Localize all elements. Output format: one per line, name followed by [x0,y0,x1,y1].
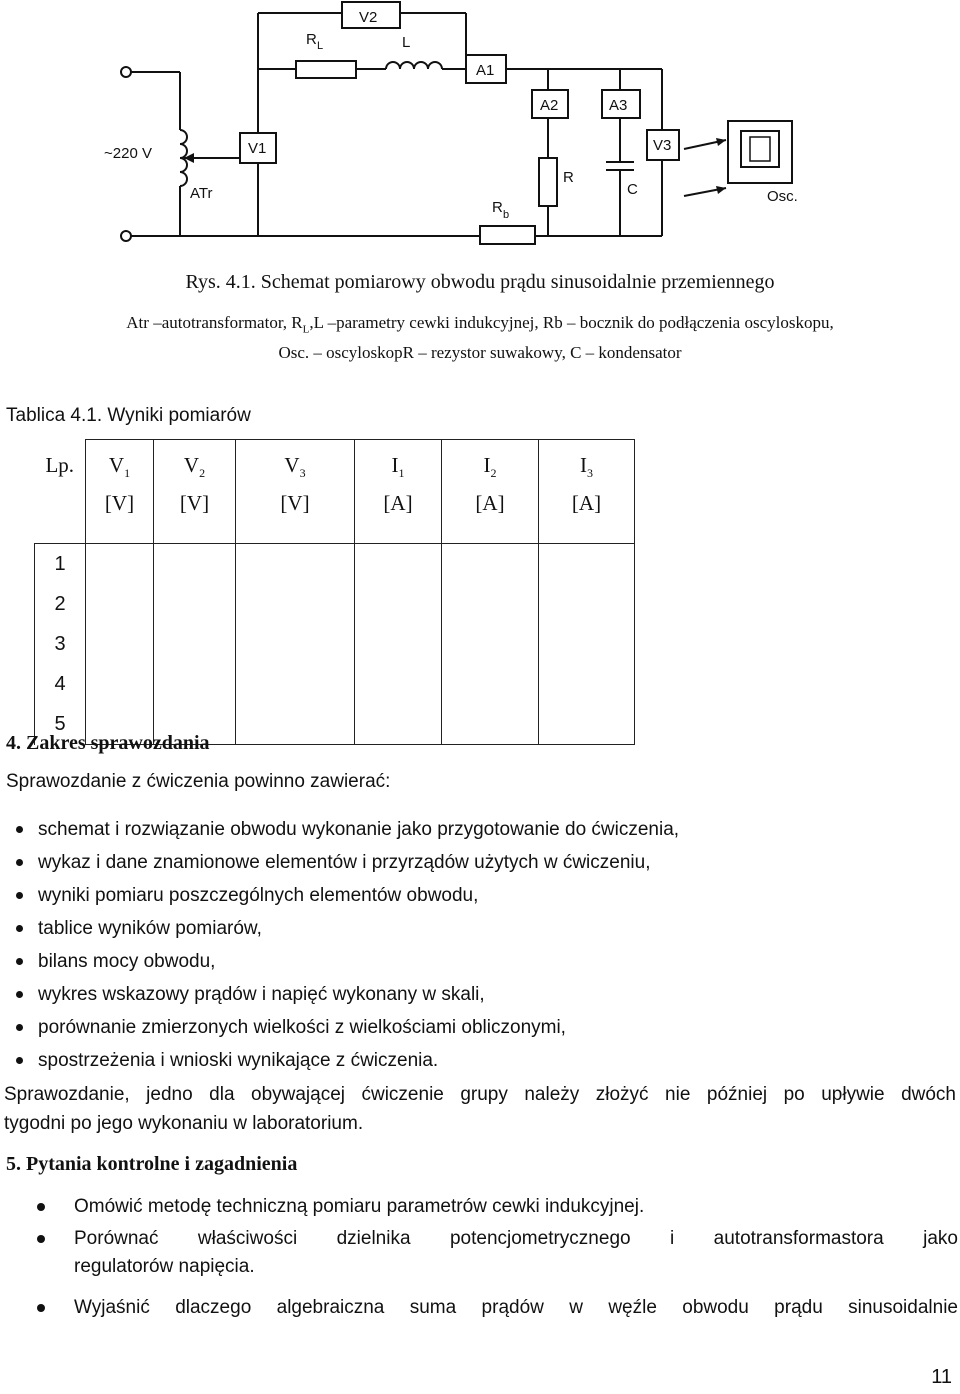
section4-heading: 4. Zakres sprawozdania [6,732,210,754]
list-item [34,1193,958,1221]
header-v3-sym: V [284,453,300,477]
header-i1-unit: [A] [383,491,413,516]
header-lp-text: Lp. [45,452,75,477]
closing-line-2: tygodni po jego wykonaniu w laboratorium. [4,1113,364,1134]
header-v1-sub: 1 [124,466,131,481]
list-item-text: bilans mocy obwodu, [38,951,216,972]
bullet-icon [37,1203,45,1211]
list-item-text: spostrzeżenia i wnioski wynikające z ćwiczenia. [38,1050,439,1071]
list-item-text: wykaz i dane znamionowe elementów i przyrządów użytych w ćwiczeniu, [38,852,651,873]
header-v3 [236,440,355,544]
row-number: 5 [35,704,86,745]
bullet-icon [16,859,23,866]
label-atr: ATr [190,185,213,202]
list-item [16,1046,679,1079]
table-cell [86,584,154,624]
header-i2 [442,440,539,544]
question-text: Omówić metodę techniczną pomiaru parametrów cewki indukcyjnej. [74,1196,645,1217]
table-cell [539,704,635,745]
terminal-top [121,67,131,77]
section4-closing [4,1080,956,1138]
header-i3-sym: I [580,453,587,477]
bullet-icon [16,925,23,932]
header-i3 [539,440,635,544]
label-v1: V1 [248,140,267,157]
table-cell [154,664,236,704]
row-number: 4 [35,664,86,704]
list-item [16,815,679,848]
table-row [35,624,635,664]
legend-line-2: Osc. – oscyloskopR – rezystor suwakowy, C – kondensator [278,343,682,363]
legend-text-a: Atr –autotransformator, R [126,313,303,332]
table-cell [355,584,442,624]
label-l: L [402,34,411,51]
legend-line-1 [0,311,960,341]
header-i1-sub: 1 [398,466,405,481]
table-cell [442,584,539,624]
table-cell [236,704,355,745]
page-number: 11 [931,1366,952,1388]
resistor-rl [296,61,356,78]
list-item [16,881,679,914]
table-cell [355,544,442,585]
list-item [34,1225,958,1281]
closing-line-1: Sprawozdanie, jedno dla obywającej ćwiczenie grupy należy złożyć nie później po upływie dwóch [4,1084,956,1105]
table-cell [236,624,355,664]
label-v3: V3 [653,137,672,154]
label-a3: A3 [609,97,628,114]
header-i1-sym: I [391,453,399,477]
legend-sub: L [302,323,310,336]
figure-legend [0,311,960,364]
label-osc: Osc. [767,188,798,205]
circuit-diagram [0,0,960,250]
label-rl: R [306,31,317,48]
question-text-line-2: regulatorów napięcia. [74,1256,255,1277]
table-row [35,584,635,624]
table-header-row [35,440,635,544]
table-title: Tablica 4.1. Wyniki pomiarów [6,405,251,426]
header-v2-sub: 2 [199,466,206,481]
table-cell [154,544,236,585]
header-lp [35,440,86,544]
row-number: 3 [35,624,86,664]
table-cell [154,584,236,624]
table-cell [86,624,154,664]
bullet-icon [37,1235,45,1243]
table-cell [539,624,635,664]
header-i2-unit: [A] [475,491,505,516]
label-v2: V2 [359,9,378,26]
bullet-icon [16,892,23,899]
header-i2-sym: I [483,453,491,477]
list-item [16,848,679,881]
list-item [16,947,679,980]
list-item-text: wyniki pomiaru poszczególnych elementów obwodu, [38,885,479,906]
label-r: R [563,169,574,186]
list-item-text: tablice wyników pomiarów, [38,918,262,939]
table-cell [236,664,355,704]
list-item [16,980,679,1013]
list-item-text: schemat i rozwiązanie obwodu wykonanie jako przygotowanie do ćwiczenia, [38,819,680,840]
table-cell [539,664,635,704]
table-cell [154,624,236,664]
row-number: 2 [35,584,86,624]
table-row [35,664,635,704]
header-v1-sym: V [108,453,125,477]
list-item-text: wykres wskazowy prądów i napięć wykonany w skali, [38,984,485,1005]
label-rb-sub: b [503,209,510,221]
bullet-icon [16,1024,23,1031]
table-row [35,544,635,585]
report-requirements-list [16,815,679,1079]
label-a1: A1 [476,62,495,79]
inductor-l [386,62,442,69]
header-v2 [154,440,236,544]
figure-caption: Rys. 4.1. Schemat pomiarowy obwodu prądu sinusoidalnie przemiennego [185,271,775,293]
bullet-icon [16,826,23,833]
header-v1 [86,440,154,544]
header-v1-unit: [V] [104,491,135,516]
header-i2-sub: 2 [490,466,497,481]
question-text-line-1: Wyjaśnić dlaczego algebraiczna suma prądów w węźle obwodu prądu sinusoidalnie [74,1297,958,1318]
table-cell [442,704,539,745]
table-cell [442,624,539,664]
header-i1 [355,440,442,544]
table-cell [355,704,442,745]
header-v3-sub: 3 [299,466,306,481]
list-item-text: porównanie zmierzonych wielkości z wielkościami obliczonymi, [38,1017,566,1038]
resistor-r [539,158,557,206]
header-v2-unit: [V] [179,491,210,516]
header-i3-sub: 3 [587,466,593,481]
terminal-bottom [121,231,131,241]
row-number: 1 [35,544,86,585]
label-source: ~220 V [104,145,152,162]
list-item [34,1294,958,1322]
question-text-line-1: Porównać właściwości dzielnika potencjometrycznego i autotransformastora jako [74,1228,958,1249]
header-i3-unit: [A] [571,491,602,516]
table-cell [442,664,539,704]
label-c: C [627,181,638,198]
table-cell [539,544,635,585]
list-item [16,914,679,947]
table-cell [86,544,154,585]
shunt-rb [480,226,535,244]
results-table [34,439,635,745]
label-rb: R [492,199,503,216]
table-cell [355,664,442,704]
legend-text-b: ,L –parametry cewki indukcyjnej, Rb – bocznik do podłączenia oscyloskopu, [309,313,834,332]
header-v3-unit: [V] [280,491,310,516]
list-item [16,1013,679,1046]
bullet-icon [37,1304,45,1312]
table-cell [236,584,355,624]
section4-intro: Sprawozdanie z ćwiczenia powinno zawierać: [6,771,391,792]
table-cell [442,544,539,585]
bullet-icon [16,1057,23,1064]
table-cell [86,664,154,704]
table-cell [355,624,442,664]
table-cell [236,544,355,585]
bullet-icon [16,991,23,998]
section5-heading: 5. Pytania kontrolne i zagadnienia [6,1153,298,1175]
questions-list [34,1193,958,1322]
bullet-icon [16,958,23,965]
label-a2: A2 [540,97,559,114]
table-cell [539,584,635,624]
label-rl-sub: L [317,40,324,52]
header-v2-sym: V [183,453,200,477]
